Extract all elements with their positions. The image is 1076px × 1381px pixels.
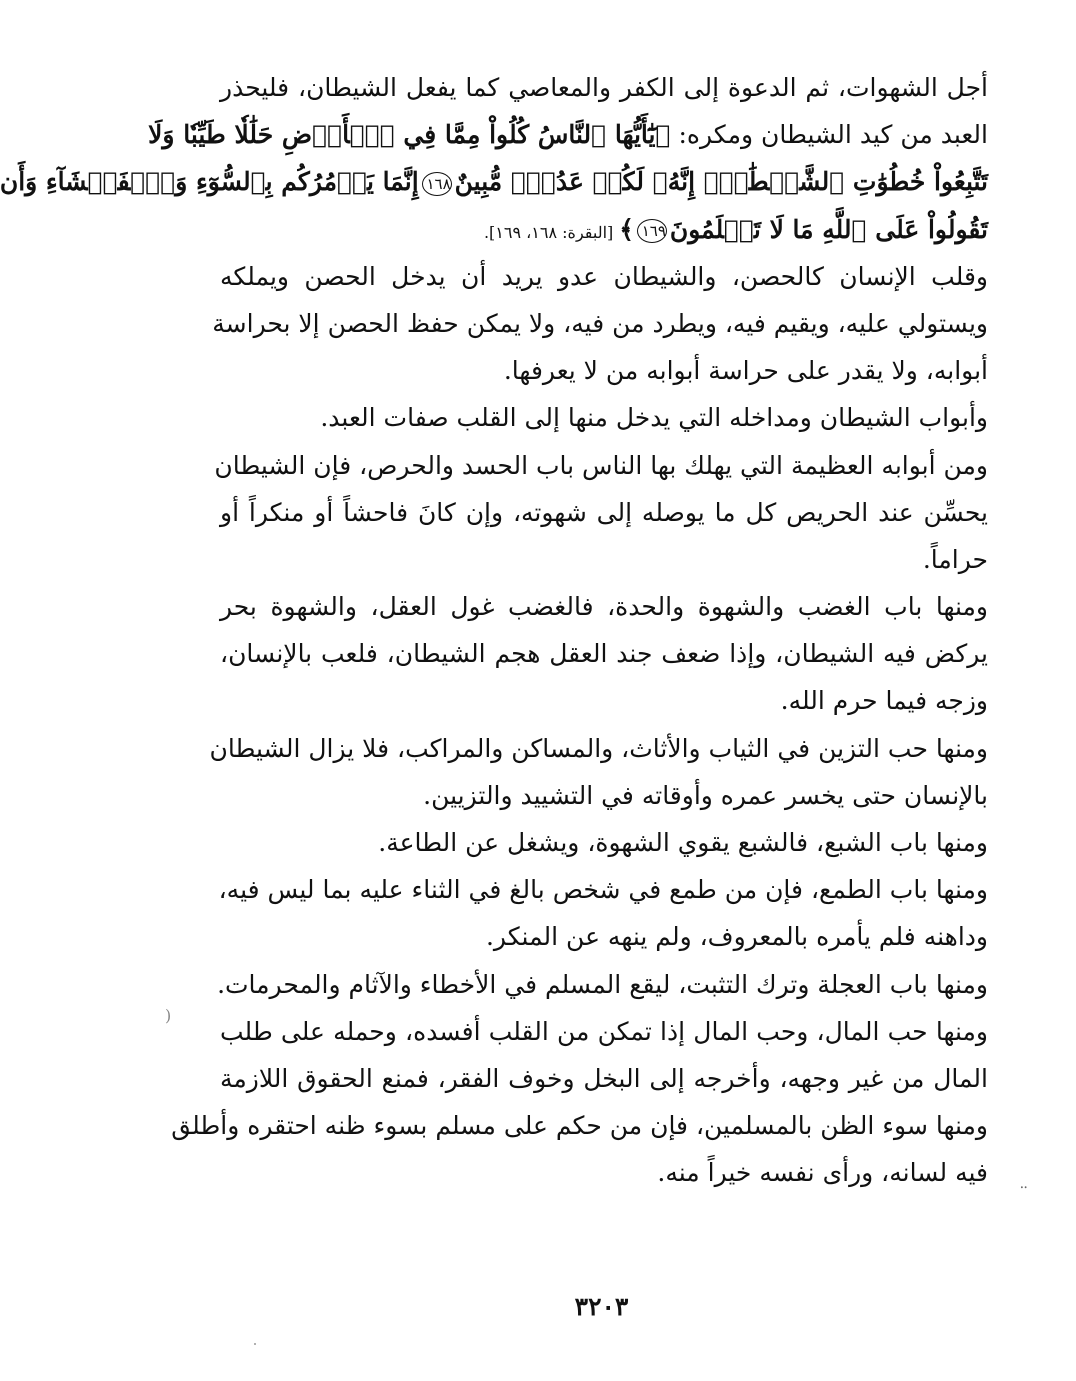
text-line: ومنها باب الشبع، فالشبع يقوي الشهوة، ويشغل عن الطاعة. <box>378 828 988 857</box>
line-text: العبد من كيد الشيطان ومكره: <box>670 120 988 150</box>
text-line: ومن أبوابه العظيمة التي يهلك بها الناس باب الحسد والحرص، فإن الشيطان <box>214 450 988 480</box>
text-line: ويستولي عليه، ويقيم فيه، ويطرد من فيه، ولا يمكن حفظ الحصن إلا بحراسة <box>212 308 988 338</box>
quran-verse: إِنَّمَا يَأۡمُرُكُم بِٱلسُّوٓءِ وَٱلۡفَحۡشَآءِ وَأَن <box>0 167 419 197</box>
text-line: ومنها باب العجلة وترك التثبت، ليقع المسلم في الأخطاء والآثام والمحرمات. <box>217 969 988 999</box>
page-number: ٣٢٠٣ <box>574 1292 629 1321</box>
quran-line <box>0 158 988 205</box>
text-line: ومنها حب المال، وحب المال إذا تمكن من القلب أفسده، وحمله على طلب <box>220 1016 988 1046</box>
text-line: ومنها باب الطمع، فإن من طمع في شخص بالغ في الثناء عليه بما ليس فيه، <box>218 875 988 905</box>
scan-speck <box>254 1343 256 1345</box>
text-line: ومنها حب التزين في الثياب والأثاث، والمساكن والمراكب، فلا يزال الشيطان <box>209 733 988 763</box>
text-line: يركض فيه الشيطان، وإذا ضعف جند العقل هجم الشيطان، فلعب بالإنسان، <box>220 639 988 669</box>
text-line: وزجه فيما حرم الله. <box>780 686 988 716</box>
ayah-number-marker: ١٦٩ <box>637 219 667 243</box>
quran-verse: تَقُولُواْ عَلَى ٱللَّهِ مَا لَا تَعۡلَمُونَ <box>669 214 988 244</box>
text-line: حراماً. <box>922 544 988 574</box>
text-line: أبوابه، ولا يقدر على حراسة أبوابه من لا يعرفها. <box>503 356 988 386</box>
quran-close-bracket: ﴾ <box>619 214 634 244</box>
text-line: وأبواب الشيطان ومداخله التي يدخل منها إلى القلب صفات العبد. <box>320 403 988 433</box>
body-text <box>0 64 988 1197</box>
text-line: ومنها سوء الظن بالمسلمين، فإن من حكم على مسلم بسوء ظنه احتقره وأطلق <box>171 1111 988 1141</box>
verse-reference: [البقرة: ١٦٨، ١٦٩]. <box>483 222 614 242</box>
text-line: فيه لسانه، ورأى نفسه خيراً منه. <box>657 1158 988 1188</box>
quran-verse: ﴿يَٰٓأَيُّهَا ٱلنَّاسُ كُلُواْ مِمَّا فِي ٱلۡأَرۡضِ حَلَٰلٗا طَيِّبٗا وَلَا <box>148 120 671 150</box>
text-line: يحسِّن عند الحريص كل ما يوصله إلى شهوته، وإن كانَ فاحشاً أو منكراً أو <box>220 497 988 527</box>
quran-verse: تَتَّبِعُواْ خُطُوَٰتِ ٱلشَّيۡطَٰنِۚ إِنَّهُۥ لَكُمۡ عَدُوّٞ مُّبِينٌ <box>454 167 988 197</box>
text-line: بالإنسان حتى يخسر عمره وأوقاته في التشييد والتزيين. <box>423 780 988 810</box>
text-line <box>148 111 988 158</box>
text-line: ومنها باب الغضب والشهوة والحدة، فالغضب غول العقل، والشهوة بحر <box>220 592 988 622</box>
ayah-number-marker: ١٦٨ <box>422 172 452 196</box>
quran-line <box>220 206 988 253</box>
margin-dot-mark: ⸳⸳ <box>1020 1178 1028 1194</box>
text-line: المال من غير وجهه، وأخرجه إلى البخل وخوف الفقر، فمنع الحقوق اللازمة <box>220 1063 988 1093</box>
text-line: أجل الشهوات، ثم الدعوة إلى الكفر والمعاصي كما يفعل الشيطان، فليحذر <box>220 73 988 102</box>
margin-bracket-mark: ( <box>165 1006 172 1025</box>
text-line: وقلب الإنسان كالحصن، والشيطان عدو يريد أن يدخل الحصن ويملكه <box>220 261 988 291</box>
text-line: وداهنه فلم يأمره بالمعروف، ولم ينهه عن المنكر. <box>485 922 988 952</box>
